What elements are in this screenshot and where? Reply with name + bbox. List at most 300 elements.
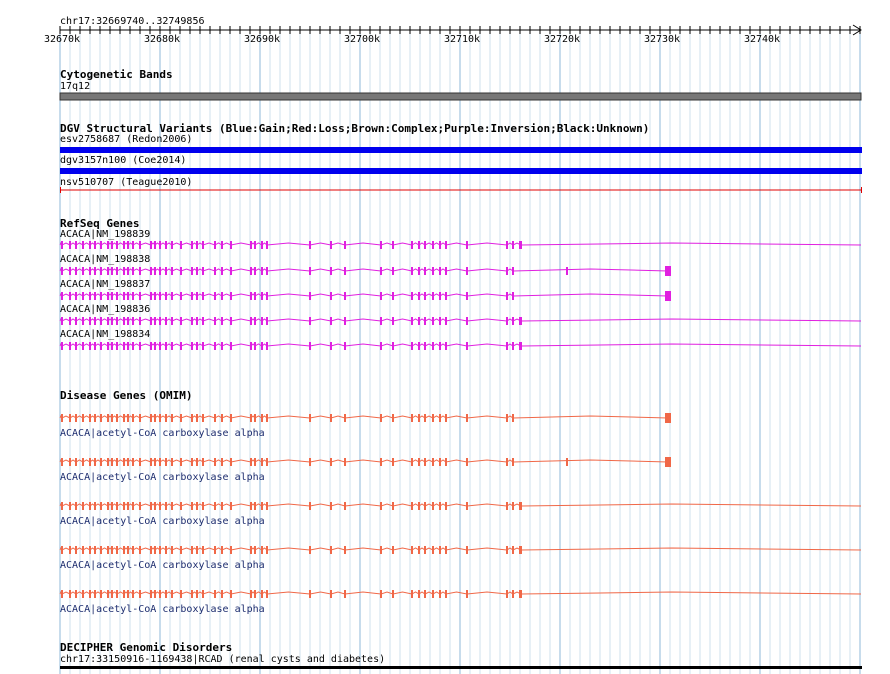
dgv-variant-label[interactable]: nsv510707 (Teague2010) <box>60 177 193 188</box>
exon-block <box>154 414 156 422</box>
exon-block <box>139 502 141 510</box>
exon-block <box>439 267 441 275</box>
exon-block <box>466 458 468 466</box>
exon-block <box>94 241 96 249</box>
exon-block <box>261 317 263 325</box>
exon-block <box>266 458 268 466</box>
exon-block <box>61 342 63 350</box>
omim-gene-glyph <box>60 502 861 510</box>
refseq-transcript-label[interactable]: ACACA|NM_198836 <box>60 304 151 315</box>
exon-block <box>392 590 394 598</box>
exon-block <box>89 590 91 598</box>
exon-block <box>230 317 232 325</box>
exon-block <box>439 317 441 325</box>
omim-track-title[interactable]: Disease Genes (OMIM) <box>60 389 193 402</box>
exon-block <box>107 546 109 554</box>
exon-block <box>94 292 96 300</box>
exon-block <box>221 546 223 554</box>
refseq-transcript-label[interactable]: ACACA|NM_198837 <box>60 279 151 290</box>
exon-block <box>171 241 173 249</box>
decipher-disorder-label[interactable]: chr17:33150916-1169438|RCAD (renal cysts and diabetes) <box>60 654 386 665</box>
exon-block <box>424 546 426 554</box>
exon-block <box>261 342 263 350</box>
exon-block <box>344 267 346 275</box>
exon-block <box>69 241 71 249</box>
exon-block <box>424 502 426 510</box>
exon-block <box>466 342 468 350</box>
exon-block <box>250 502 252 510</box>
omim-gene-label[interactable]: ACACA|acetyl-CoA carboxylase alpha <box>60 560 265 571</box>
exon-block <box>344 546 346 554</box>
exon-block <box>165 241 167 249</box>
omim-gene-label[interactable]: ACACA|acetyl-CoA carboxylase alpha <box>60 516 265 527</box>
exon-block <box>111 267 113 275</box>
exon-block <box>89 414 91 422</box>
exon-block <box>261 241 263 249</box>
exon-block <box>411 241 413 249</box>
exon-block <box>380 590 382 598</box>
exon-block <box>432 546 434 554</box>
exon-block <box>180 317 182 325</box>
dgv-gain-bar <box>60 147 862 153</box>
exon-block <box>82 546 84 554</box>
exon-block <box>254 342 256 350</box>
exon-block <box>100 317 102 325</box>
exon-block <box>202 292 204 300</box>
exon-block <box>418 317 420 325</box>
exon-block <box>127 458 129 466</box>
exon-block <box>418 267 420 275</box>
exon-block <box>418 241 420 249</box>
exon-block <box>466 546 468 554</box>
exon-block <box>418 342 420 350</box>
exon-block <box>61 590 63 598</box>
exon-block <box>506 414 508 422</box>
exon-block <box>116 267 118 275</box>
exon-block <box>165 414 167 422</box>
exon-block <box>380 342 382 350</box>
exon-block <box>107 590 109 598</box>
exon-block <box>221 590 223 598</box>
exon-block <box>100 241 102 249</box>
exon-block <box>392 342 394 350</box>
refseq-track-title[interactable]: RefSeq Genes <box>60 217 140 230</box>
exon-block <box>411 342 413 350</box>
exon-block <box>445 267 447 275</box>
exon-block <box>139 317 141 325</box>
exon-block <box>61 546 63 554</box>
exon-block <box>165 267 167 275</box>
exon-block <box>107 502 109 510</box>
exon-block <box>445 590 447 598</box>
exon-block <box>344 502 346 510</box>
exon-block <box>61 502 63 510</box>
exon-block <box>250 342 252 350</box>
exon-block <box>266 502 268 510</box>
exon-block <box>445 342 447 350</box>
exon-block <box>107 458 109 466</box>
exon-block <box>254 414 256 422</box>
dgv-variant-label[interactable]: esv2758687 (Redon2006) <box>60 134 193 145</box>
exon-block <box>466 414 468 422</box>
exon-block <box>202 458 204 466</box>
exon-block <box>159 342 161 350</box>
scale-tick-label: 32700k <box>343 34 381 45</box>
exon-block <box>171 458 173 466</box>
exon-block <box>432 502 434 510</box>
exon-block <box>61 317 63 325</box>
exon-block <box>107 241 109 249</box>
exon-block <box>424 414 426 422</box>
exon-block <box>154 292 156 300</box>
exon-block <box>132 590 134 598</box>
exon-block <box>566 458 568 466</box>
exon-block <box>418 502 420 510</box>
exon-block <box>165 590 167 598</box>
exon-block <box>111 590 113 598</box>
exon-block <box>154 546 156 554</box>
refseq-transcript-label[interactable]: ACACA|NM_198839 <box>60 229 151 240</box>
exon-block <box>309 590 311 598</box>
exon-block <box>150 342 152 350</box>
scale-tick-label: 32680k <box>143 34 181 45</box>
exon-block <box>411 590 413 598</box>
exon-block <box>411 292 413 300</box>
exon-block <box>89 342 91 350</box>
refseq-transcript-glyph <box>60 317 861 325</box>
exon-block <box>132 342 134 350</box>
exon-block <box>221 317 223 325</box>
exon-block <box>171 292 173 300</box>
exon-block <box>100 292 102 300</box>
exon-block <box>424 317 426 325</box>
exon-block <box>165 317 167 325</box>
exon-block <box>344 414 346 422</box>
exon-block <box>445 546 447 554</box>
exon-block <box>411 317 413 325</box>
exon-block <box>439 458 441 466</box>
exon-block <box>344 342 346 350</box>
exon-block <box>330 414 332 422</box>
dgv-variant-label[interactable]: dgv3157n100 (Coe2014) <box>60 155 187 166</box>
exon-block <box>344 317 346 325</box>
exon-block <box>100 590 102 598</box>
exon-block <box>150 590 152 598</box>
exon-block <box>127 241 129 249</box>
exon-block <box>69 317 71 325</box>
exon-block <box>89 458 91 466</box>
exon-block <box>344 292 346 300</box>
exon-block <box>180 241 182 249</box>
exon-block <box>191 342 193 350</box>
exon-block <box>82 342 84 350</box>
exon-block <box>82 292 84 300</box>
exon-block <box>123 267 125 275</box>
exon-block <box>254 241 256 249</box>
exon-block <box>123 590 125 598</box>
exon-block <box>380 458 382 466</box>
exon-block <box>111 458 113 466</box>
exon-block <box>309 267 311 275</box>
exon-block <box>261 502 263 510</box>
exon-block <box>82 590 84 598</box>
exon-block <box>411 502 413 510</box>
exon-block <box>566 267 568 275</box>
exon-block <box>309 502 311 510</box>
exon-block <box>132 546 134 554</box>
scale-tick-label: 32740k <box>743 34 781 45</box>
exon-block <box>89 292 91 300</box>
exon-block <box>254 292 256 300</box>
exon-block <box>69 342 71 350</box>
exon-block <box>100 267 102 275</box>
exon-block <box>512 414 514 422</box>
exon-block <box>116 292 118 300</box>
exon-block <box>116 546 118 554</box>
exon-block <box>330 458 332 466</box>
exon-block <box>214 458 216 466</box>
exon-block <box>466 241 468 249</box>
exon-block <box>665 291 671 301</box>
exon-block <box>75 458 77 466</box>
exon-block <box>139 342 141 350</box>
exon-block <box>111 502 113 510</box>
exon-block <box>69 502 71 510</box>
exon-block <box>132 267 134 275</box>
exon-block <box>266 414 268 422</box>
exon-block <box>154 241 156 249</box>
exon-block <box>266 342 268 350</box>
exon-block <box>154 267 156 275</box>
exon-block <box>82 414 84 422</box>
exon-block <box>202 241 204 249</box>
exon-block <box>159 267 161 275</box>
scale-tick-label: 32690k <box>243 34 281 45</box>
exon-block <box>75 241 77 249</box>
exon-block <box>75 590 77 598</box>
exon-block <box>519 241 522 249</box>
scale-tick-label: 32720k <box>543 34 581 45</box>
exon-block <box>107 267 109 275</box>
exon-block <box>180 342 182 350</box>
exon-block <box>214 590 216 598</box>
exon-block <box>309 292 311 300</box>
exon-block <box>82 458 84 466</box>
exon-block <box>466 267 468 275</box>
exon-block <box>432 241 434 249</box>
exon-block <box>132 241 134 249</box>
exon-block <box>411 458 413 466</box>
refseq-transcript-label[interactable]: ACACA|NM_198834 <box>60 329 151 340</box>
exon-block <box>418 590 420 598</box>
exon-block <box>466 502 468 510</box>
exon-block <box>330 317 332 325</box>
exon-block <box>214 241 216 249</box>
exon-block <box>512 458 514 466</box>
exon-block <box>214 342 216 350</box>
exon-block <box>61 458 63 466</box>
exon-block <box>309 414 311 422</box>
exon-block <box>439 342 441 350</box>
exon-block <box>75 267 77 275</box>
exon-block <box>180 458 182 466</box>
exon-block <box>191 241 193 249</box>
exon-block <box>154 502 156 510</box>
exon-block <box>159 317 161 325</box>
exon-block <box>344 241 346 249</box>
cytoband-bar <box>60 93 861 100</box>
exon-block <box>171 502 173 510</box>
exon-block <box>266 241 268 249</box>
exon-block <box>432 590 434 598</box>
exon-block <box>82 502 84 510</box>
exon-block <box>75 342 77 350</box>
exon-block <box>330 267 332 275</box>
exon-block <box>94 342 96 350</box>
exon-block <box>418 292 420 300</box>
exon-block <box>127 546 129 554</box>
exon-block <box>261 590 263 598</box>
decipher-track-title[interactable]: DECIPHER Genomic Disorders <box>60 641 233 654</box>
exon-block <box>424 590 426 598</box>
exon-block <box>214 267 216 275</box>
exon-block <box>94 414 96 422</box>
exon-block <box>100 342 102 350</box>
exon-block <box>127 502 129 510</box>
exon-block <box>512 502 514 510</box>
refseq-transcript-glyph <box>60 241 861 249</box>
exon-block <box>506 458 508 466</box>
exon-block <box>230 502 232 510</box>
exon-block <box>254 458 256 466</box>
exon-block <box>191 317 193 325</box>
exon-block <box>123 292 125 300</box>
exon-block <box>221 241 223 249</box>
exon-block <box>261 267 263 275</box>
exon-block <box>165 546 167 554</box>
exon-block <box>506 590 508 598</box>
exon-block <box>392 458 394 466</box>
refseq-transcript-label[interactable]: ACACA|NM_198838 <box>60 254 151 265</box>
exon-block <box>512 342 514 350</box>
exon-block <box>418 414 420 422</box>
exon-block <box>512 241 514 249</box>
exon-block <box>61 241 63 249</box>
exon-block <box>196 317 198 325</box>
exon-block <box>266 267 268 275</box>
exon-block <box>159 546 161 554</box>
exon-block <box>94 546 96 554</box>
exon-block <box>89 546 91 554</box>
exon-block <box>116 342 118 350</box>
exon-block <box>191 458 193 466</box>
omim-gene-label[interactable]: ACACA|acetyl-CoA carboxylase alpha <box>60 604 265 615</box>
exon-block <box>191 267 193 275</box>
exon-block <box>69 458 71 466</box>
exon-block <box>506 292 508 300</box>
exon-block <box>665 457 671 467</box>
exon-block <box>221 458 223 466</box>
exon-block <box>214 546 216 554</box>
exon-block <box>380 241 382 249</box>
cytoband-track-title[interactable]: Cytogenetic Bands <box>60 68 173 81</box>
exon-block <box>214 317 216 325</box>
exon-block <box>111 292 113 300</box>
exon-block <box>100 458 102 466</box>
exon-block <box>123 502 125 510</box>
exon-block <box>75 317 77 325</box>
exon-block <box>424 292 426 300</box>
scale-tick-label: 32710k <box>443 34 481 45</box>
exon-block <box>519 317 522 325</box>
cytoband-label: 17q12 <box>60 81 91 92</box>
exon-block <box>665 413 671 423</box>
exon-block <box>512 317 514 325</box>
exon-block <box>69 267 71 275</box>
dgv-gain-bar <box>60 168 862 174</box>
exon-block <box>107 342 109 350</box>
refseq-transcript-glyph <box>60 266 671 276</box>
exon-block <box>439 590 441 598</box>
exon-block <box>392 414 394 422</box>
exon-block <box>261 458 263 466</box>
exon-block <box>506 342 508 350</box>
exon-block <box>506 241 508 249</box>
exon-block <box>69 590 71 598</box>
exon-block <box>439 414 441 422</box>
exon-block <box>254 546 256 554</box>
exon-block <box>250 546 252 554</box>
exon-block <box>69 292 71 300</box>
exon-block <box>411 414 413 422</box>
exon-block <box>445 458 447 466</box>
omim-gene-label[interactable]: ACACA|acetyl-CoA carboxylase alpha <box>60 472 265 483</box>
omim-gene-glyph <box>60 457 671 467</box>
dgv-track-title[interactable]: DGV Structural Variants (Blue:Gain;Red:Loss;Brown:Complex;Purple:Inversion;Black:Unknown) <box>60 122 650 135</box>
exon-block <box>250 317 252 325</box>
exon-block <box>344 458 346 466</box>
exon-block <box>100 502 102 510</box>
exon-block <box>89 502 91 510</box>
exon-block <box>330 590 332 598</box>
exon-block <box>432 267 434 275</box>
exon-block <box>380 546 382 554</box>
exon-block <box>230 590 232 598</box>
exon-block <box>380 414 382 422</box>
exon-block <box>330 502 332 510</box>
exon-block <box>330 342 332 350</box>
exon-block <box>171 546 173 554</box>
exon-block <box>196 458 198 466</box>
exon-block <box>254 502 256 510</box>
exon-block <box>519 502 522 510</box>
exon-block <box>94 458 96 466</box>
exon-block <box>392 241 394 249</box>
exon-block <box>196 342 198 350</box>
exon-block <box>180 267 182 275</box>
exon-block <box>154 590 156 598</box>
exon-block <box>250 267 252 275</box>
exon-block <box>191 502 193 510</box>
exon-block <box>202 342 204 350</box>
exon-block <box>180 502 182 510</box>
exon-block <box>69 414 71 422</box>
exon-block <box>150 241 152 249</box>
omim-gene-label[interactable]: ACACA|acetyl-CoA carboxylase alpha <box>60 428 265 439</box>
exon-block <box>165 458 167 466</box>
exon-block <box>127 590 129 598</box>
exon-block <box>411 546 413 554</box>
